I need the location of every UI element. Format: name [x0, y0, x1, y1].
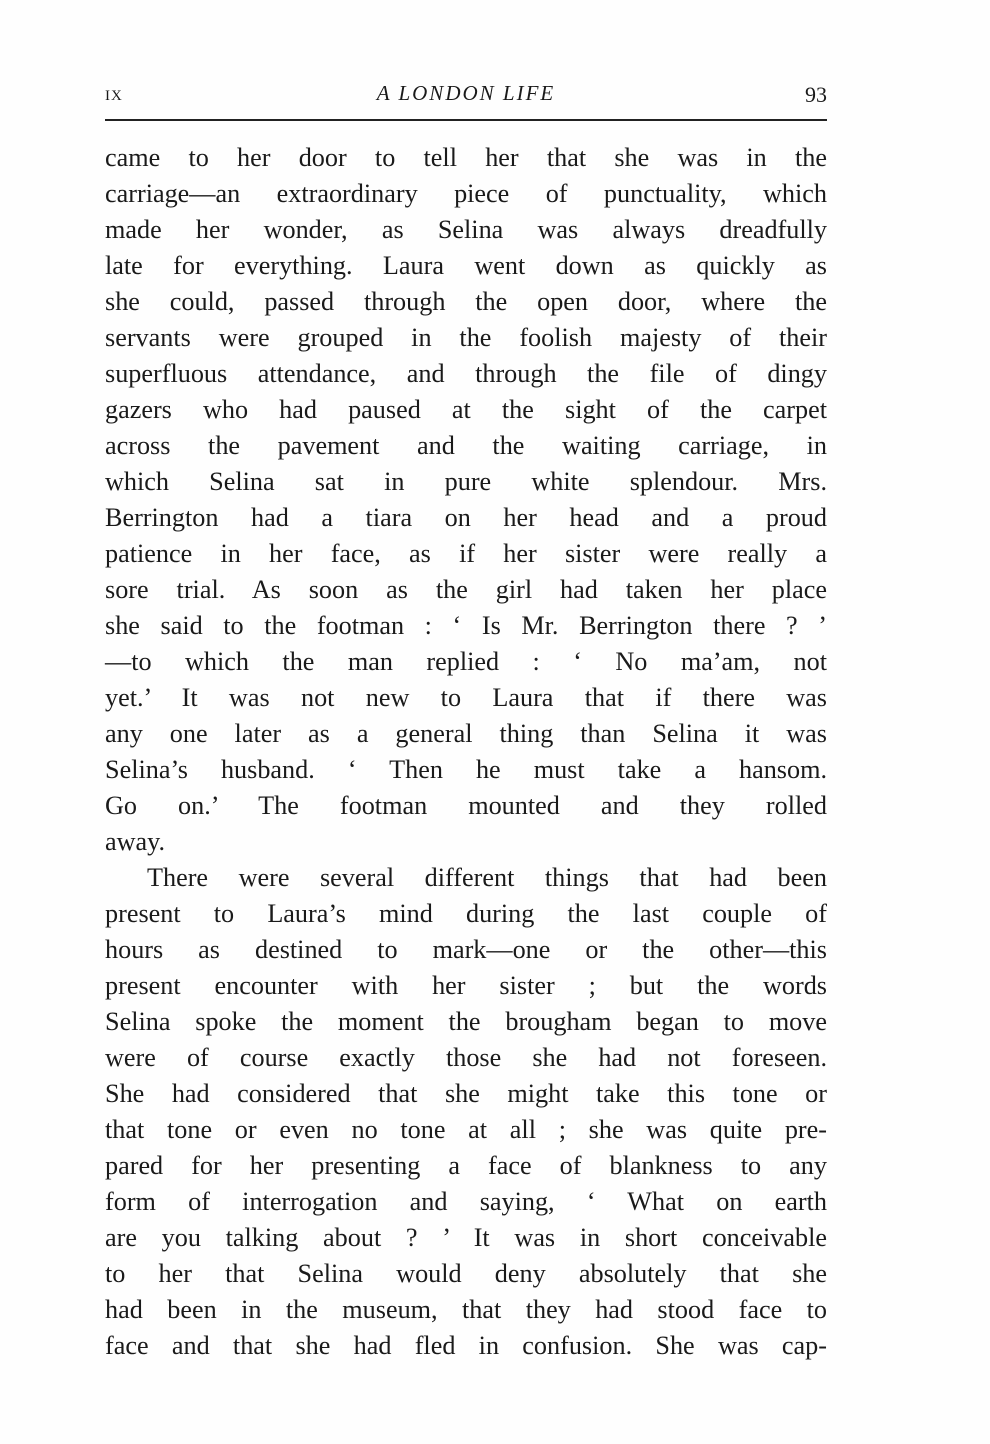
- text-line: present to Laura’s mind during the last couple of: [105, 899, 827, 928]
- text-line: carriage—an extraordinary piece of punctuality, which: [105, 179, 827, 208]
- text-line: yet.’ It was not new to Laura that if there was: [105, 683, 827, 712]
- text-line: Selina’s husband. ‘ Then he must take a hansom.: [105, 755, 827, 784]
- text-line: superfluous attendance, and through the file of dingy: [105, 359, 827, 388]
- text-line: which Selina sat in pure white splendour. Mrs.: [105, 467, 827, 496]
- text-line: she could, passed through the open door, where the: [105, 287, 827, 316]
- text-line: gazers who had paused at the sight of the carpet: [105, 395, 827, 424]
- text-line: patience in her face, as if her sister were really a: [105, 539, 827, 568]
- text-line: to her that Selina would deny absolutely that she: [105, 1259, 827, 1288]
- chapter-numeral: ix: [105, 80, 123, 105]
- text-line: made her wonder, as Selina was always dreadfully: [105, 215, 827, 244]
- page-number: 93: [805, 82, 827, 107]
- text-line: Go on.’ The footman mounted and they rolled: [105, 791, 827, 820]
- text-line: sore trial. As soon as the girl had taken her place: [105, 575, 827, 604]
- book-title: A LONDON LIFE: [376, 81, 556, 105]
- text-line: she said to the footman : ‘ Is Mr. Berrington there ? ’: [105, 611, 827, 640]
- text-line: had been in the museum, that they had stood face to: [105, 1295, 827, 1324]
- header-rule: [105, 119, 827, 121]
- text-line: present encounter with her sister ; but the words: [105, 971, 827, 1000]
- text-line: face and that she had fled in confusion. She was cap-: [105, 1331, 827, 1360]
- text-line: away.: [105, 827, 166, 856]
- text-line: She had considered that she might take this tone or: [105, 1079, 827, 1108]
- text-line: —to which the man replied : ‘ No ma’am, not: [105, 647, 827, 676]
- running-head: [105, 78, 827, 108]
- text-line: pared for her presenting a face of blankness to any: [105, 1151, 827, 1180]
- text-line: any one later as a general thing than Selina it was: [105, 719, 827, 748]
- text-line: Selina spoke the moment the brougham began to move: [105, 1007, 827, 1036]
- text-line: that tone or even no tone at all ; she was quite pre-: [105, 1115, 827, 1144]
- text-line: late for everything. Laura went down as quickly as: [105, 251, 827, 280]
- text-line: across the pavement and the waiting carriage, in: [105, 431, 827, 460]
- body-text: [105, 140, 827, 1364]
- text-line: were of course exactly those she had not foreseen.: [105, 1043, 827, 1072]
- text-line: form of interrogation and saying, ‘ What on earth: [105, 1187, 827, 1216]
- text-line: came to her door to tell her that she was in the: [105, 143, 827, 172]
- text-line: are you talking about ? ’ It was in short conceivable: [105, 1223, 827, 1252]
- text-line: servants were grouped in the foolish majesty of their: [105, 323, 827, 352]
- text-line: hours as destined to mark—one or the other—this: [105, 935, 827, 964]
- text-line: Berrington had a tiara on her head and a proud: [105, 503, 827, 532]
- paragraph-start-line: There were several different things that had been: [147, 863, 827, 892]
